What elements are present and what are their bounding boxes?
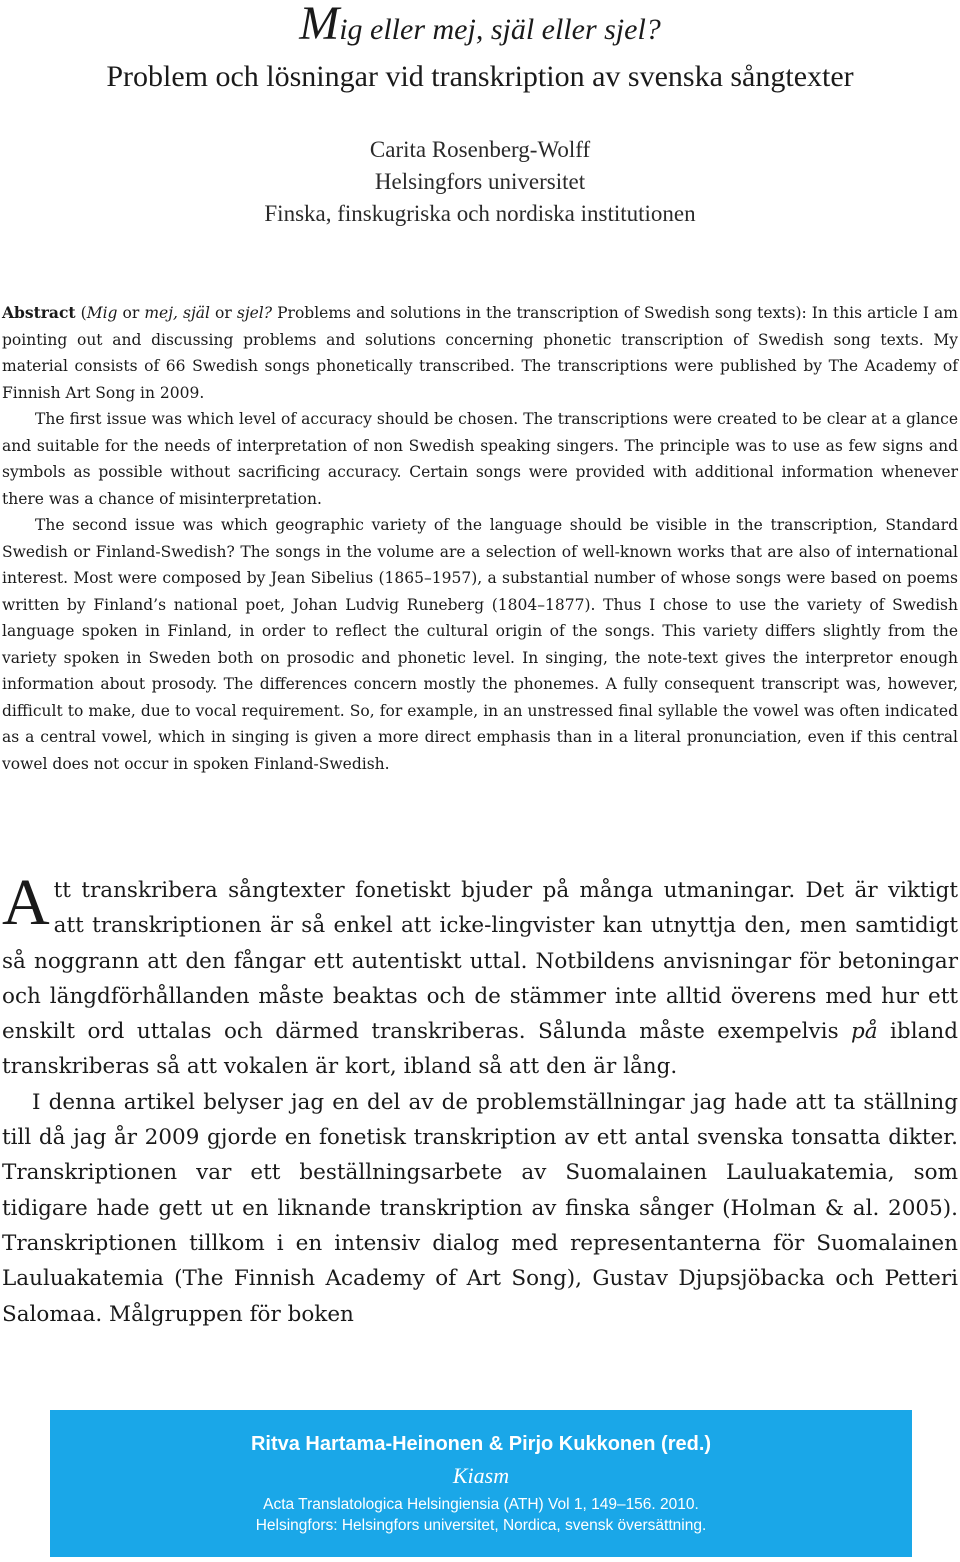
abstract-paragraph-3: The second issue was which geographic variety of the language should be visible in the transcription, Standard Swedish or Finland-Swedish? The songs in the volume are a selection of well-known works that are also of international interest. Most were composed by Jean Sibelius (1865–1957), a substantial number of whose songs were based on poems written by Finland’s national poet, Johan Ludvig Runeberg (1804–1877). Thus I chose to use the variety of Swedish language spoken in Finland, in order to reflect the cultural origin of the songs. This variety differs slightly from the variety spoken in Sweden both on prosodic and phonetic level. In singing, the note-text gives the interpretor enough information about prosody. The differences concern mostly the phonemes. A fully consequent transcript was, however, difficult to make, due to vocal requirement. So, for example, in an unstressed final syllable the vowel was often indicated as a central vowel, which in singing is given a more direct emphasis than in a literal pronunciation, even if this central vowel does not occur in spoken Finland-Swedish. [2,516,958,773]
abstract [2,300,958,777]
title-initial: M [299,0,340,50]
title-line-1 [0,2,960,52]
footer-citation: Acta Translatologica Helsingiensia (ATH) Vol 1, 149–156. 2010. [263,1496,699,1513]
author-university: Helsingfors universitet [374,169,586,194]
abstract-text-1: Problems and solutions in the transcription of Swedish song texts): In this article I am pointing out and discussing problems and solutions concerning phonetic transcription of Swedish song texts. My material consists of 66 Swedish songs phonetically transcribed. The transcriptions were published by The Academy of Finnish Art Song in 2009. [2,304,958,402]
body-paragraph-2: I denna artikel belyser jag en del av de problemställningar jag hade att ta ställning till då jag år 2009 gjorde en fonetisk transkription av ett antal svenska tonsatta dikter. Transkriptionen var ett beställningsarbete av Suomalainen Lauluakatemia, som tidigare hade gett ut en liknande transkription av finska sånger (Holman & al. 2005). Transkriptionen tillkom i en intensiv dialog med representanterna för Suomalainen Lauluakatemia (The Finnish Academy of Art Song), Gustav Djupsjöbacka och Petteri Salomaa. Målgruppen för boken [2,1089,958,1327]
title-line-1-rest: ig eller mej, själ eller sjel? [339,13,661,46]
footer-publisher: Helsingfors: Helsingfors universitet, Nordica, svensk översättning. [255,1517,707,1534]
author-department: Finska, finskugriska och nordiska institutionen [264,201,696,226]
article-body [2,866,958,1332]
abstract-title-italic-1: Mig [86,304,118,322]
footer-series-title: Kiasm [452,1463,510,1488]
footer-editors: Ritva Hartama-Heinonen & Pirjo Kukkonen (red.) [250,1433,712,1455]
abstract-title-italic-2: mej, själ [144,304,210,322]
abstract-paragraph-2: The first issue was which level of accuracy should be chosen. The transcriptions were created to be clear at a glance and suitable for the needs of interpretation of non Swedish speaking singers. The principle was to use as few signs and symbols as possible without sacrificing accuracy. Certain songs were provided with additional information whenever there was a chance of misinterpretation. [2,410,958,508]
abstract-paren: ( [80,304,87,322]
abstract-or-2: or [209,304,237,322]
title-line-2: Problem och lösningar vid transkription av svenska sångtexter [106,60,854,93]
drop-cap: A [2,866,50,939]
abstract-title-italic-3: sjel? [236,304,273,322]
abstract-paragraph-1 [2,300,958,406]
abstract-label: Abstract [2,303,76,322]
body-paragraph-1-text-b: ibland transkriberas så att vokalen är kort, ibland så att den är lång. [2,1019,958,1080]
author-name: Carita Rosenberg-Wolff [369,137,591,162]
body-paragraph-1-text-a: tt transkribera sångtexter fonetiskt bjuder på många utmaningar. Det är viktigt att transkriptionen är så enkel att icke-lingvister kan utnyttja den, men samtidigt så noggrann att den fångar ett autentiskt uttal. Notbildens anvisningar för betoningar och längdförhållanden måste beaktas och de stämmer inte alltid överens med hur ett enskilt ord uttalas och därmed transkriberas. Sålunda måste exempelvis [2,878,958,1045]
body-paragraph-1 [2,866,958,1085]
publication-info-box [50,1410,912,1557]
abstract-or-1: or [117,304,145,322]
body-italic-word: på [851,1019,878,1045]
